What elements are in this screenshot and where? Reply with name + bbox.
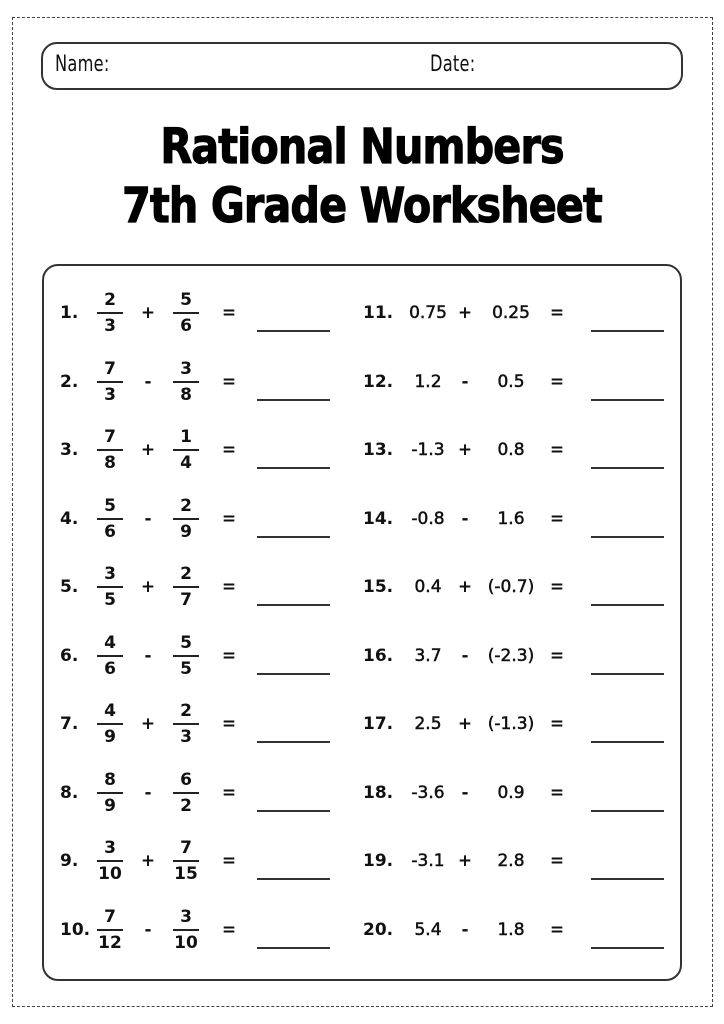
answer-blank[interactable] xyxy=(257,741,330,743)
numerator: 7 xyxy=(104,427,116,447)
denominator: 10 xyxy=(174,932,198,953)
fraction-a xyxy=(97,359,123,405)
operator: + xyxy=(140,577,156,597)
answer-blank[interactable] xyxy=(591,399,664,401)
operand-b: 1.8 xyxy=(497,919,525,940)
answer-blank[interactable] xyxy=(257,330,330,332)
answer-blank[interactable] xyxy=(591,536,664,538)
equals-sign: = xyxy=(549,577,565,597)
fraction-bar xyxy=(97,860,123,862)
equals-sign: = xyxy=(549,851,565,871)
denominator: 7 xyxy=(180,590,192,610)
fraction-b xyxy=(173,359,199,405)
operator: + xyxy=(457,714,473,734)
fraction-b xyxy=(173,701,199,747)
problem-row: 12. 1.2 - 0.5 = xyxy=(363,382,683,442)
fraction-a xyxy=(97,290,123,336)
fraction-b xyxy=(173,290,199,336)
fraction-bar xyxy=(97,586,123,588)
problem-row: 20. 5.4 - 1.8 = xyxy=(363,930,683,990)
problem-row: 6. 4 6 - 5 5 = xyxy=(60,656,380,716)
numerator: 5 xyxy=(180,290,192,310)
operator: - xyxy=(461,919,469,940)
problem-row: 13. -1.3 + 0.8 = xyxy=(363,450,683,510)
operator: + xyxy=(140,303,156,323)
numerator: 3 xyxy=(104,838,116,858)
equals-sign: = xyxy=(549,782,565,803)
denominator: 4 xyxy=(180,453,192,473)
answer-blank[interactable] xyxy=(591,604,664,606)
operand-b: (-0.7) xyxy=(487,577,535,597)
fraction-a xyxy=(97,770,123,816)
fraction-a xyxy=(97,633,123,679)
fraction-bar xyxy=(173,655,199,657)
fraction-b xyxy=(173,427,199,473)
operator: - xyxy=(144,645,152,666)
operator: + xyxy=(457,851,473,871)
problem-row: 10. 7 12 - 3 10 = xyxy=(60,930,380,990)
operator: - xyxy=(461,782,469,803)
operator: + xyxy=(457,303,473,323)
numerator: 7 xyxy=(104,906,116,927)
operator: + xyxy=(457,577,473,597)
numerator: 6 xyxy=(180,769,192,790)
denominator: 5 xyxy=(180,658,192,679)
problem-row: 2. 7 3 - 3 8 = xyxy=(60,382,380,442)
answer-blank[interactable] xyxy=(591,673,664,675)
fraction-bar xyxy=(173,586,199,588)
problem-row: 5. 3 5 + 2 7 = xyxy=(60,587,380,647)
fraction-bar xyxy=(173,449,199,451)
fraction-bar xyxy=(173,929,199,931)
equals-sign: = xyxy=(221,851,237,871)
denominator: 8 xyxy=(180,384,192,405)
fraction-a xyxy=(97,496,123,542)
problem-row: 15. 0.4 + (-0.7) = xyxy=(363,587,683,647)
operand-a: -0.8 xyxy=(411,508,445,529)
denominator: 6 xyxy=(104,521,116,542)
equals-sign: = xyxy=(549,645,565,666)
fraction-a xyxy=(97,838,123,884)
operand-b: 2.8 xyxy=(497,851,525,871)
name-date-box xyxy=(41,42,683,90)
denominator: 15 xyxy=(174,864,198,884)
answer-blank[interactable] xyxy=(591,467,664,469)
operand-a: -3.6 xyxy=(411,782,445,803)
fraction-bar xyxy=(173,860,199,862)
fraction-b xyxy=(173,496,199,542)
fraction-bar xyxy=(173,381,199,383)
problem-row: 14. -0.8 - 1.6 = xyxy=(363,519,683,579)
operand-b: 0.5 xyxy=(497,371,525,392)
fraction-bar xyxy=(97,449,123,451)
problem-row: 4. 5 6 - 2 9 = xyxy=(60,519,380,579)
denominator: 10 xyxy=(98,864,122,884)
denominator: 9 xyxy=(180,521,192,542)
numerator: 7 xyxy=(104,358,116,379)
answer-blank[interactable] xyxy=(257,604,330,606)
operator: + xyxy=(457,440,473,460)
fraction-bar xyxy=(97,655,123,657)
operand-a: 0.4 xyxy=(414,577,442,597)
operator: - xyxy=(461,508,469,529)
operand-b: 1.6 xyxy=(497,508,525,529)
numerator: 3 xyxy=(180,358,192,379)
operand-a: -1.3 xyxy=(411,440,445,460)
numerator: 4 xyxy=(104,701,116,721)
fraction-bar xyxy=(97,929,123,931)
denominator: 5 xyxy=(104,590,116,610)
operator: - xyxy=(461,371,469,392)
answer-blank[interactable] xyxy=(591,947,664,949)
operator: - xyxy=(144,508,152,529)
numerator: 3 xyxy=(104,564,116,584)
fraction-bar xyxy=(97,312,123,314)
numerator: 5 xyxy=(104,495,116,516)
fraction-bar xyxy=(173,518,199,520)
operator: + xyxy=(140,851,156,871)
numerator: 8 xyxy=(104,769,116,790)
page-title-line-1: Rational Numbers xyxy=(160,119,564,175)
page-title-line-2: 7th Grade Worksheet xyxy=(122,178,602,234)
operand-b: 0.8 xyxy=(497,440,525,460)
fraction-bar xyxy=(173,312,199,314)
problem-row: 17. 2.5 + (-1.3) = xyxy=(363,724,683,784)
equals-sign: = xyxy=(221,645,237,666)
operand-a: 0.75 xyxy=(409,303,447,323)
answer-blank[interactable] xyxy=(591,741,664,743)
denominator: 6 xyxy=(180,316,192,336)
problem-row: 1. 2 3 + 5 6 = xyxy=(60,313,380,373)
equals-sign: = xyxy=(221,782,237,803)
fraction-b xyxy=(173,564,199,610)
denominator: 12 xyxy=(98,932,122,953)
problem-row: 16. 3.7 - (-2.3) = xyxy=(363,656,683,716)
equals-sign: = xyxy=(549,371,565,392)
operator: - xyxy=(461,645,469,666)
numerator: 7 xyxy=(180,838,192,858)
equals-sign: = xyxy=(221,577,237,597)
numerator: 3 xyxy=(180,906,192,927)
operator: - xyxy=(144,782,152,803)
operand-a: -3.1 xyxy=(411,851,445,871)
fraction-a xyxy=(97,427,123,473)
answer-blank[interactable] xyxy=(257,810,330,812)
problem-row: 19. -3.1 + 2.8 = xyxy=(363,861,683,921)
denominator: 2 xyxy=(180,795,192,816)
answer-blank[interactable] xyxy=(257,878,330,880)
equals-sign: = xyxy=(221,371,237,392)
numerator: 2 xyxy=(104,290,116,310)
equals-sign: = xyxy=(221,303,237,323)
fraction-bar xyxy=(97,518,123,520)
operand-a: 5.4 xyxy=(414,919,442,940)
equals-sign: = xyxy=(221,714,237,734)
equals-sign: = xyxy=(549,919,565,940)
date-label: Date: xyxy=(430,52,476,77)
fraction-b xyxy=(173,770,199,816)
denominator: 3 xyxy=(104,384,116,405)
answer-blank[interactable] xyxy=(591,878,664,880)
problem-row: 7. 4 9 + 2 3 = xyxy=(60,724,380,784)
operand-b: (-1.3) xyxy=(487,714,535,734)
operand-b: 0.25 xyxy=(492,303,530,323)
denominator: 8 xyxy=(104,453,116,473)
answer-blank[interactable] xyxy=(591,330,664,332)
fraction-b xyxy=(173,633,199,679)
fraction-bar xyxy=(97,792,123,794)
denominator: 9 xyxy=(104,727,116,747)
answer-blank[interactable] xyxy=(591,810,664,812)
fraction-a xyxy=(97,907,123,953)
name-label: Name: xyxy=(55,52,110,77)
numerator: 2 xyxy=(180,701,192,721)
equals-sign: = xyxy=(221,440,237,460)
numerator: 2 xyxy=(180,495,192,516)
operand-b: (-2.3) xyxy=(487,645,535,666)
denominator: 3 xyxy=(180,727,192,747)
fraction-bar xyxy=(97,723,123,725)
equals-sign: = xyxy=(221,919,237,940)
operand-a: 1.2 xyxy=(414,371,442,392)
problem-row: 18. -3.6 - 0.9 = xyxy=(363,793,683,853)
operand-a: 2.5 xyxy=(414,714,442,734)
operand-a: 3.7 xyxy=(414,645,442,666)
denominator: 3 xyxy=(104,316,116,336)
problem-row: 9. 3 10 + 7 15 = xyxy=(60,861,380,921)
numerator: 5 xyxy=(180,632,192,653)
fraction-bar xyxy=(97,381,123,383)
equals-sign: = xyxy=(549,508,565,529)
equals-sign: = xyxy=(549,714,565,734)
fraction-b xyxy=(173,907,199,953)
equals-sign: = xyxy=(549,440,565,460)
denominator: 6 xyxy=(104,658,116,679)
fraction-bar xyxy=(173,792,199,794)
fraction-a xyxy=(97,564,123,610)
operand-b: 0.9 xyxy=(497,782,525,803)
answer-blank[interactable] xyxy=(257,536,330,538)
equals-sign: = xyxy=(221,508,237,529)
numerator: 2 xyxy=(180,564,192,584)
equals-sign: = xyxy=(549,303,565,323)
operator: + xyxy=(140,440,156,460)
fraction-a xyxy=(97,701,123,747)
operator: - xyxy=(144,919,152,940)
operator: + xyxy=(140,714,156,734)
problem-row: 8. 8 9 - 6 2 = xyxy=(60,793,380,853)
answer-blank[interactable] xyxy=(257,673,330,675)
denominator: 9 xyxy=(104,795,116,816)
numerator: 4 xyxy=(104,632,116,653)
problem-row: 3. 7 8 + 1 4 = xyxy=(60,450,380,510)
answer-blank[interactable] xyxy=(257,467,330,469)
operator: - xyxy=(144,371,152,392)
numerator: 1 xyxy=(180,427,192,447)
fraction-b xyxy=(173,838,199,884)
problem-row: 11. 0.75 + 0.25 = xyxy=(363,313,683,373)
fraction-bar xyxy=(173,723,199,725)
answer-blank[interactable] xyxy=(257,947,330,949)
answer-blank[interactable] xyxy=(257,399,330,401)
